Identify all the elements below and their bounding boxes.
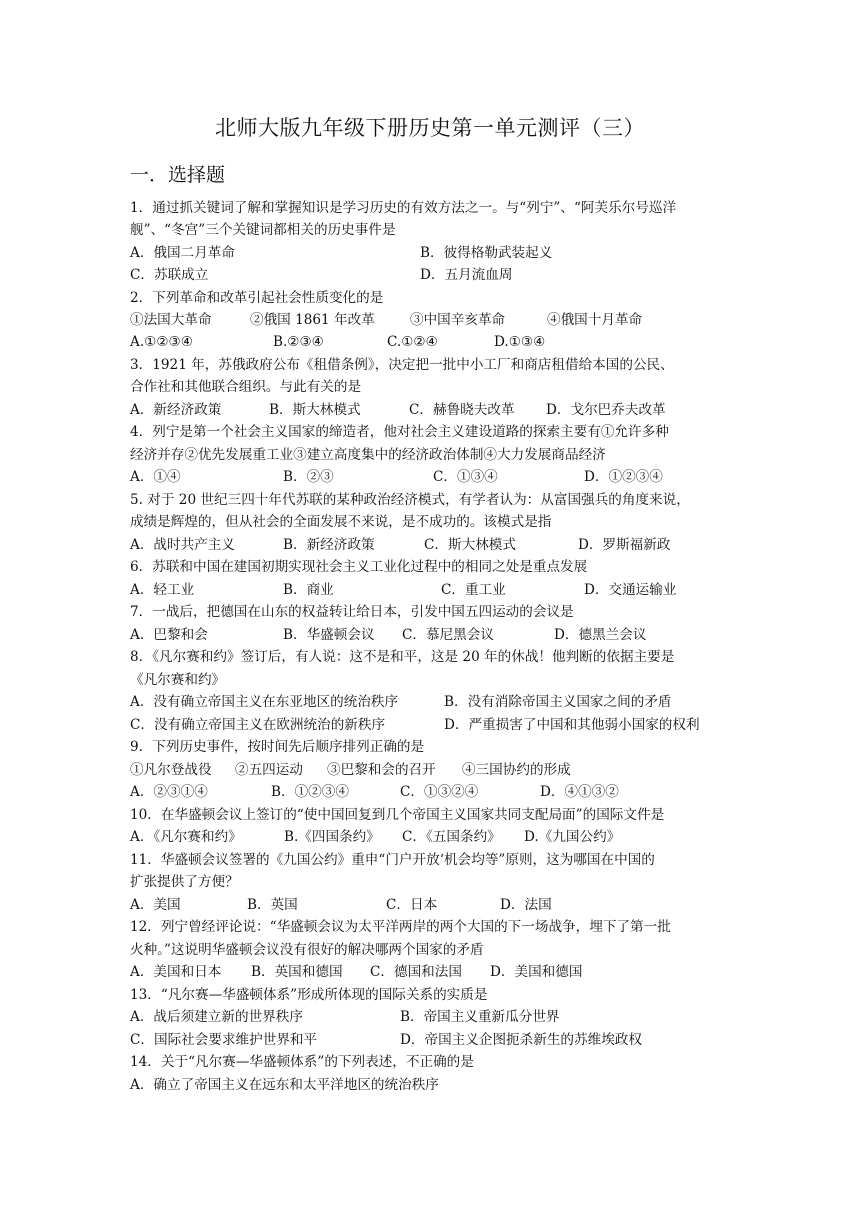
q3-option-c: C．赫鲁晓夫改革 [409,402,515,418]
q6-option-a: A．轻工业 [130,582,195,598]
q9-option-d: D．④①③② [540,784,619,800]
question-12-stem: 12．列宁曾经评论说：“华盛顿会议为太平洋两岸的两个大国的下一场战争，埋下了第一批 [130,919,671,935]
question-2-stem: 2．下列革命和改革引起社会性质变化的是 [130,290,384,306]
q4-option-b: B．②③ [283,469,334,485]
q12-option-d: D．美国和德国 [490,964,583,980]
q3-option-a: A．新经济政策 [130,402,222,418]
q7-option-c: C．慕尼黑会议 [402,627,494,643]
q8-option-d: D．严重损害了中国和其他弱小国家的权利 [444,717,700,733]
q2-item-2: ②俄国 1861 年改革 [250,312,375,328]
q6-option-c: C．重工业 [441,582,506,598]
q11-option-c: C．日本 [386,897,438,913]
q9-item-2: ②五四运动 [235,762,303,778]
q10-option-d: D.《九国公约》 [524,829,621,845]
q14-option-a: A．确立了帝国主义在远东和太平洋地区的统治秩序 [130,1077,439,1093]
question-11-stem-cont: 扩张提供了方便？ [130,874,239,890]
question-1-stem: 1．通过抓关键词了解和掌握知识是学习历史的有效方法之一。与“列宁”、“阿芙乐尔号巡洋 [130,200,677,216]
question-12-stem-cont: 火种。”这说明华盛顿会议没有很好的解决哪两个国家的矛盾 [130,942,484,958]
q4-option-a: A．①④ [130,469,181,485]
q5-option-a: A．战时共产主义 [130,537,235,553]
question-3-stem: 3．1921 年，苏俄政府公布《租借条例》，决定把一批中小工厂和商店租借给本国的公民、 [130,357,674,373]
q8-option-a: A．没有确立帝国主义在东亚地区的统治秩序 [130,694,399,710]
q4-option-c: C．①③④ [433,469,498,485]
q13-option-a: A．战后须建立新的世界秩序 [130,1009,303,1025]
question-13-stem: 13．“凡尔赛—华盛顿体系”形成所体现的国际关系的实质是 [130,987,488,1003]
q11-option-b: B．英国 [247,897,298,913]
q2-option-b: B.②③④ [273,334,324,350]
q4-option-d: D．①②③④ [584,469,663,485]
question-8-stem: 8．《凡尔赛和约》签订后，有人说：这不是和平，这是 20 年的休战！他判断的依据主要是 [130,649,675,665]
question-4-stem-cont: 经济并存②优先发展重工业③建立高度集中的经济政治体制④大力发展商品经济 [130,447,606,463]
q2-option-a: A.①②③④ [130,334,193,350]
q5-option-d: D．罗斯福新政 [578,537,671,553]
q9-option-a: A．②③①④ [130,784,208,800]
q10-option-a: A．《凡尔赛和约》 [130,829,242,845]
q8-option-c: C．没有确立帝国主义在欧洲统治的新秩序 [130,717,386,733]
q12-option-b: B．英国和德国 [251,964,343,980]
question-4-stem: 4．列宁是第一个社会主义国家的缔造者，他对社会主义建设道路的探索主要有①允许多种 [130,424,669,440]
section-heading: 一．选择题 [130,164,226,186]
q9-option-b: B．①②③④ [271,784,349,800]
q5-option-c: C．斯大林模式 [424,537,516,553]
question-5-stem: 5. 对于 20 世纪三四十年代苏联的某种政治经济模式，有学者认为：从富国强兵的角度来说， [130,492,690,508]
question-8-stem-cont: 《凡尔赛和约》 [130,672,226,688]
q2-option-d: D.①③④ [494,334,546,350]
q7-option-d: D．德黑兰会议 [554,627,647,643]
q11-option-d: D．法国 [500,897,552,913]
question-5-stem-cont: 成绩是辉煌的，但从社会的全面发展不来说，是不成功的。该模式是指 [130,514,552,530]
q8-option-b: B．没有消除帝国主义国家之间的矛盾 [444,694,672,710]
q2-item-1: ①法国大革命 [130,312,212,328]
document-title: 北师大版九年级下册历史第一单元测评（三） [215,116,645,140]
q12-option-c: C．德国和法国 [370,964,462,980]
q6-option-d: D．交通运输业 [584,582,677,598]
question-6-stem: 6．苏联和中国在建国初期实现社会主义工业化过程中的相同之处是重点发展 [130,559,588,575]
q1-option-a: A．俄国二月革命 [130,245,235,261]
q6-option-b: B．商业 [283,582,334,598]
q13-option-d: D．帝国主义企图扼杀新生的苏维埃政权 [400,1032,642,1048]
q9-option-c: C．①③②④ [400,784,479,800]
q5-option-b: B．新经济政策 [283,537,375,553]
question-7-stem: 7．一战后，把德国在山东的权益转让给日本，引发中国五四运动的会议是 [130,604,574,620]
q1-option-d: D．五月流血周 [420,267,513,283]
q3-option-b: B．斯大林模式 [269,402,361,418]
q10-option-c: C．《五国条约》 [402,829,501,845]
q2-item-4: ④俄国十月革命 [547,312,643,328]
question-3-stem-cont: 合作社和其他联合组织。与此有关的是 [130,379,362,395]
q7-option-b: B．华盛顿会议 [283,627,375,643]
q11-option-a: A．美国 [130,897,181,913]
q9-item-4: ④三国协约的形成 [462,762,571,778]
q10-option-b: B.《四国条约》 [284,829,380,845]
q1-option-c: C．苏联成立 [130,267,209,283]
q2-option-c: C.①②④ [387,334,438,350]
question-9-stem: 9．下列历史事件，按时间先后顺序排列正确的是 [130,739,425,755]
q13-option-c: C．国际社会要求维护世界和平 [130,1032,318,1048]
q1-option-b: B．彼得格勒武装起义 [420,245,553,261]
q3-option-d: D．戈尔巴乔夫改革 [546,402,666,418]
question-11-stem: 11．华盛顿会议签署的《九国公约》重申“门户开放‘机会均等”原则，这为哪国在中国的 [130,852,655,868]
q7-option-a: A．巴黎和会 [130,627,208,643]
q9-item-1: ①凡尔登战役 [130,762,212,778]
q9-item-3: ③巴黎和会的召开 [327,762,436,778]
q13-option-b: B．帝国主义重新瓜分世界 [400,1009,560,1025]
question-10-stem: 10．在华盛顿会议上签订的“使中国回复到几个帝国主义国家共同支配局面”的国际文件是 [130,807,665,823]
question-14-stem: 14．关于“凡尔赛—华盛顿体系”的下列表述，不正确的是 [130,1054,474,1070]
q12-option-a: A．美国和日本 [130,964,222,980]
q2-item-3: ③中国辛亥革命 [410,312,506,328]
question-1-stem-cont: 舰”、“冬宫”三个关键词都相关的历史事件是 [130,222,396,238]
